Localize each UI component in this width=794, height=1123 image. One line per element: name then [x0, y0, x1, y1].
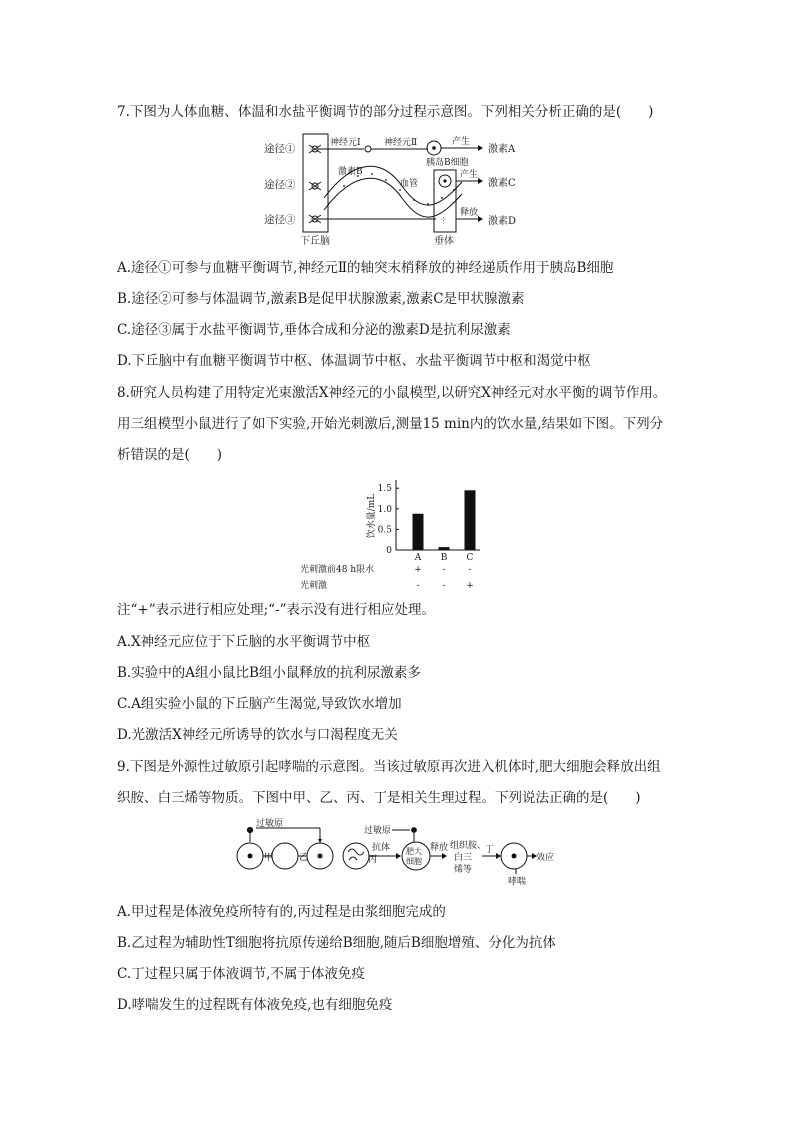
yi-label: 乙	[299, 853, 309, 863]
treatment-mark: -	[442, 565, 446, 575]
antibody-label: 抗体	[372, 843, 391, 853]
treatment-label: 光刺激	[300, 581, 328, 591]
hormoneB-label: 激素B	[338, 167, 363, 177]
q7-figure	[262, 130, 552, 248]
vessel-label: 血管	[400, 179, 419, 189]
y-tick-label: 0	[386, 546, 392, 556]
allergen1-label: 过敏原	[256, 819, 284, 829]
q9-option-c: C.丁过程只属于体液调节,不属于体液免疫	[117, 966, 365, 982]
bar-B	[439, 547, 450, 550]
x-category-label: C	[466, 553, 474, 563]
q7-option-a: A.途径①可参与血糖平衡调节,神经元Ⅱ的轴突末梢释放的神经递质作用于胰岛B细胞	[117, 260, 614, 276]
release-label-9: 释放	[430, 843, 449, 853]
jia-label: 甲	[264, 853, 274, 863]
substance-line2: 白三	[454, 853, 473, 863]
neuron1-label: 神经元Ⅰ	[330, 138, 361, 148]
route1-label: 途径①	[264, 143, 296, 155]
q7-option-c: C.途径③属于水盐平衡调节,垂体合成和分泌的激素D是抗利尿激素	[117, 322, 511, 338]
y-tick-label: 0.5	[377, 525, 392, 536]
mast-cell-label-2: 细胞	[406, 857, 422, 866]
ding-label: 丁	[485, 845, 495, 855]
q9-option-a: A.甲过程是体液免疫所特有的,丙过程是由浆细胞完成的	[117, 904, 446, 920]
q9-figure	[232, 818, 562, 890]
pituitary-label: 垂体	[434, 236, 454, 247]
effect-label: 效应	[536, 853, 555, 863]
chart-ylabel: 饮水量/mL	[367, 493, 377, 539]
neuron2-label: 神经元Ⅱ	[384, 138, 418, 148]
treatment-mark: -	[468, 565, 472, 575]
y-tick-label: 1.5	[377, 484, 392, 495]
y-tick-label: 1.0	[377, 504, 392, 515]
bing-label: 丙	[368, 855, 378, 865]
mast-cell-label-1: 肥大	[406, 847, 422, 856]
treatment-mark: -	[416, 581, 420, 591]
hormoneC-label: 激素C	[488, 178, 516, 189]
treatment-mark: +	[466, 581, 474, 591]
allergen2-label: 过敏原	[364, 826, 392, 836]
q8-stem-line2: 用三组模型小鼠进行了如下实验,开始光刺激后,测量15 min内的饮水量,结果如下图。下列分	[117, 416, 664, 432]
hypothalamus-label: 下丘脑	[300, 236, 330, 247]
x-category-label: A	[414, 553, 422, 563]
bar-A	[413, 514, 424, 550]
q9-stem-line2: 织胺、白三烯等物质。下图中甲、乙、丙、丁是相关生理过程。下列说法正确的是( )	[117, 790, 641, 806]
q8-bar-chart	[296, 474, 496, 592]
bar-C	[465, 490, 476, 550]
route3-label: 途径③	[264, 214, 296, 226]
q9-option-b: B.乙过程为辅助性T细胞将抗原传递给B细胞,随后B细胞增殖、分化为抗体	[117, 935, 556, 951]
route2-label: 途径②	[264, 179, 296, 191]
q7-option-b: B.途径②可参与体温调节,激素B是促甲状腺激素,激素C是甲状腺激素	[117, 291, 525, 307]
svg-text:⁘: ⁘	[440, 215, 447, 224]
substance-line1: 组织胺、	[450, 841, 487, 851]
produce1-label: 产生	[452, 137, 471, 147]
x-category-label: B	[440, 553, 448, 563]
asthma-label: 哮喘	[508, 877, 527, 887]
q7-stem: 7.下图为人体血糖、体温和水盐平衡调节的部分过程示意图。下列相关分析正确的是( )	[117, 104, 654, 120]
islet-b-label: 胰岛B细胞	[426, 158, 469, 168]
hormoneD-label: 激素D	[488, 216, 517, 227]
hormoneA-label: 激素A	[488, 144, 516, 155]
q8-option-c: C.A组实验小鼠的下丘脑产生渴觉,导致饮水增加	[117, 696, 402, 712]
q9-option-d: D.哮喘发生的过程既有体液免疫,也有细胞免疫	[117, 997, 393, 1013]
q8-note: 注“+”表示进行相应处理;“-”表示没有进行相应处理。	[117, 602, 436, 618]
q7-option-d: D.下丘脑中有血糖平衡调节中枢、体温调节中枢、水盐平衡调节中枢和渴觉中枢	[117, 353, 591, 369]
q8-stem-line3: 析错误的是( )	[117, 447, 223, 463]
treatment-label: 光刺激前48 h限水	[300, 565, 375, 575]
q9-stem-line1: 9.下图是外源性过敏原引起哮喘的示意图。当该过敏原再次进入机体时,肥大细胞会释放出组	[117, 759, 661, 775]
q8-option-b: B.实验中的A组小鼠比B组小鼠释放的抗利尿激素多	[117, 665, 421, 681]
q8-option-a: A.X神经元应位于下丘脑的水平衡调节中枢	[117, 634, 371, 650]
substance-line3: 烯等	[454, 865, 473, 875]
q8-option-d: D.光激活X神经元所诱导的饮水与口渴程度无关	[117, 727, 398, 743]
treatment-mark: +	[414, 565, 422, 575]
treatment-mark: -	[442, 581, 446, 591]
release-label: 释放	[460, 208, 479, 218]
q8-stem-line1: 8.研究人员构建了用特定光束激活X神经元的小鼠模型,以研究X神经元对水平衡的调节作用。	[117, 385, 667, 401]
produce2-label: 产生	[460, 170, 479, 180]
